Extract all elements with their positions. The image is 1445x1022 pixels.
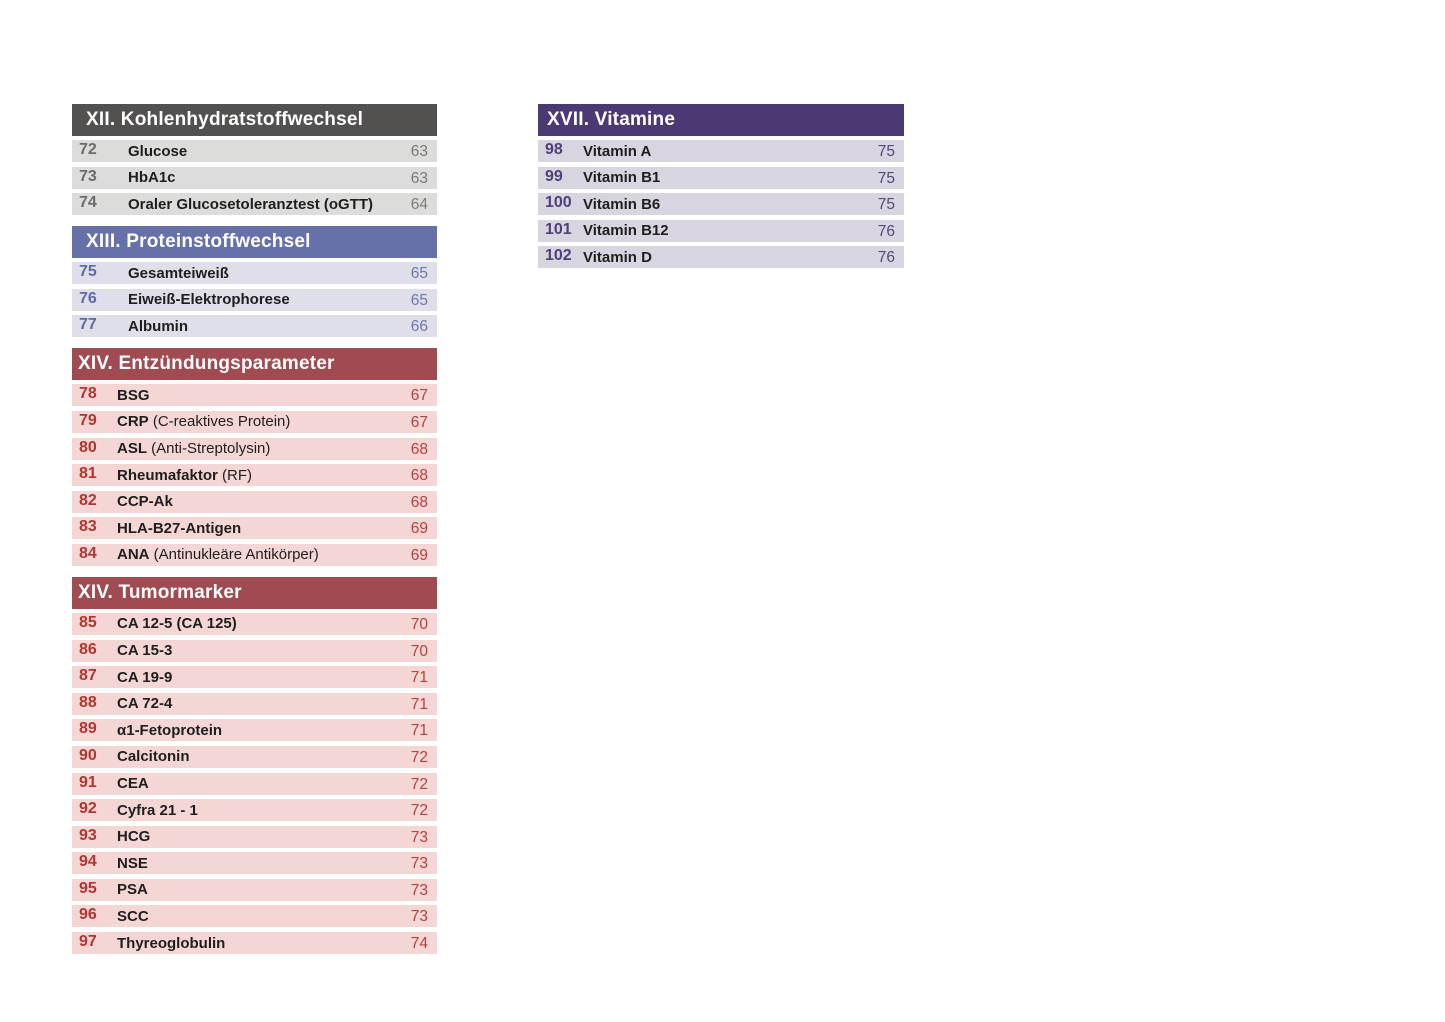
entry-page: 72 xyxy=(410,748,428,766)
entry-label: HbA1c xyxy=(128,169,176,187)
toc-entry[interactable] xyxy=(72,640,437,662)
entry-label: ASL (Anti-Streptolysin) xyxy=(117,440,271,458)
entry-label: Glucose xyxy=(128,142,188,160)
toc-column-left xyxy=(72,104,437,965)
entry-label: Rheumafaktor (RF) xyxy=(117,466,253,484)
entry-page: 63 xyxy=(410,143,428,160)
entry-number: 84 xyxy=(79,544,97,562)
toc-entry[interactable] xyxy=(72,167,437,189)
entry-label: Vitamin B1 xyxy=(583,169,661,187)
entry-page: 76 xyxy=(877,222,895,240)
entry-page: 75 xyxy=(877,196,895,214)
entry-page: 63 xyxy=(410,169,428,187)
entry-page: 67 xyxy=(410,413,428,431)
section-header xyxy=(72,348,437,380)
entry-number: 85 xyxy=(79,613,97,631)
entry-page: 72 xyxy=(410,775,428,793)
entry-page: 65 xyxy=(410,291,428,309)
toc-entry[interactable] xyxy=(538,220,904,242)
entry-label: Vitamin A xyxy=(583,142,652,160)
entry-number: 86 xyxy=(79,640,97,658)
entry-label: Vitamin B6 xyxy=(583,195,661,213)
toc-entry[interactable] xyxy=(72,384,437,406)
toc-entry[interactable] xyxy=(538,246,904,268)
entry-number: 94 xyxy=(79,853,97,871)
entry-page: 75 xyxy=(877,143,895,160)
toc-entry[interactable] xyxy=(72,799,437,821)
toc-entry[interactable] xyxy=(72,544,437,566)
toc-entry[interactable] xyxy=(538,193,904,215)
toc-entry[interactable] xyxy=(72,411,437,433)
toc-entry[interactable] xyxy=(72,746,437,768)
toc-entry[interactable] xyxy=(72,826,437,848)
section-header xyxy=(72,104,437,136)
entry-number: 92 xyxy=(79,800,97,818)
toc-entry[interactable] xyxy=(72,315,437,337)
entry-number: 96 xyxy=(79,906,97,924)
section-header xyxy=(72,577,437,609)
entry-label: CCP-Ak xyxy=(117,493,173,511)
entry-number: 87 xyxy=(79,667,97,685)
section-title: XIV. Entzündungsparameter xyxy=(78,353,335,375)
toc-entry[interactable] xyxy=(72,491,437,513)
entry-label: CA 19-9 xyxy=(117,668,173,686)
toc-column-right xyxy=(538,104,904,279)
toc-entry[interactable] xyxy=(72,140,437,162)
entry-label: Vitamin D xyxy=(583,248,652,266)
entry-label: CA 12-5 (CA 125) xyxy=(117,615,237,633)
entry-number: 90 xyxy=(79,746,97,764)
entry-number: 76 xyxy=(79,289,97,307)
entry-page: 73 xyxy=(410,855,428,873)
entry-label: CA 15-3 xyxy=(117,642,173,660)
entry-page: 69 xyxy=(410,520,428,538)
entry-number: 97 xyxy=(79,933,97,951)
entry-number: 72 xyxy=(79,141,97,158)
entry-page: 73 xyxy=(410,881,428,899)
entry-page: 71 xyxy=(410,722,428,740)
entry-page: 74 xyxy=(410,935,428,953)
entry-number: 93 xyxy=(79,826,97,844)
section-kohlenhydratstoffwechsel xyxy=(72,104,437,215)
entry-page: 64 xyxy=(410,196,428,214)
toc-entry[interactable] xyxy=(538,167,904,189)
entry-label: Cyfra 21 - 1 xyxy=(117,801,198,819)
entry-number: 81 xyxy=(79,465,97,483)
toc-entry[interactable] xyxy=(72,613,437,635)
entry-label: PSA xyxy=(117,881,148,899)
entry-label: Vitamin B12 xyxy=(583,222,669,240)
entry-number: 79 xyxy=(79,411,97,429)
entry-page: 68 xyxy=(410,493,428,511)
entry-page: 69 xyxy=(410,546,428,564)
entry-page: 71 xyxy=(410,695,428,713)
entry-label: Thyreoglobulin xyxy=(117,934,226,952)
toc-entry[interactable] xyxy=(72,905,437,927)
entry-label: HLA-B27-Antigen xyxy=(117,519,242,537)
entry-page: 73 xyxy=(410,908,428,926)
section-header xyxy=(72,226,437,258)
entry-label: HCG xyxy=(117,828,151,846)
entry-page: 70 xyxy=(410,642,428,660)
section-proteinstoffwechsel xyxy=(72,226,437,337)
toc-entry[interactable] xyxy=(72,773,437,795)
entry-number: 99 xyxy=(545,167,563,185)
entry-number: 73 xyxy=(79,167,97,185)
entry-label: Gesamteiweiß xyxy=(128,264,229,282)
toc-entry[interactable] xyxy=(72,289,437,311)
section-header xyxy=(538,104,904,136)
entry-label: Albumin xyxy=(128,317,188,335)
entry-number: 75 xyxy=(79,263,97,281)
entry-number: 78 xyxy=(79,385,97,403)
entry-label: BSG xyxy=(117,386,150,404)
entry-label: CRP (C-reaktives Protein) xyxy=(117,413,291,431)
entry-number: 95 xyxy=(79,879,97,897)
section-tumormarker xyxy=(72,577,437,954)
entry-label: Eiweiß-Elektrophorese xyxy=(128,291,290,309)
entry-label: CEA xyxy=(117,775,149,792)
entry-page: 70 xyxy=(410,615,428,633)
entry-number: 91 xyxy=(79,773,97,791)
section-title: XVII. Vitamine xyxy=(547,109,676,130)
entry-label: CA 72-4 xyxy=(117,695,173,713)
entry-page: 75 xyxy=(877,169,895,187)
toc-entry[interactable] xyxy=(72,517,437,539)
entry-label: α1-Fetoprotein xyxy=(117,721,223,739)
toc-entry[interactable] xyxy=(72,666,437,688)
entry-number: 74 xyxy=(79,194,97,212)
entry-label: NSE xyxy=(117,854,148,872)
entry-number: 102 xyxy=(545,247,572,265)
section-title: XII. Kohlenhydratstoffwechsel xyxy=(86,109,364,130)
toc-entry[interactable] xyxy=(72,693,437,715)
entry-page: 68 xyxy=(410,440,428,458)
toc-entry[interactable] xyxy=(72,719,437,741)
toc-entry[interactable] xyxy=(72,262,437,284)
toc-entry[interactable] xyxy=(72,438,437,460)
entry-page: 76 xyxy=(877,249,895,267)
entry-page: 68 xyxy=(410,467,428,485)
entry-label: Calcitonin xyxy=(117,748,190,766)
section-vitamine xyxy=(538,104,904,268)
section-title: XIII. Proteinstoffwechsel xyxy=(86,231,311,253)
entry-page: 66 xyxy=(410,318,428,336)
entry-number: 100 xyxy=(545,194,572,212)
entry-page: 73 xyxy=(410,828,428,846)
entry-number: 83 xyxy=(79,518,97,536)
entry-number: 80 xyxy=(79,438,97,456)
entry-number: 101 xyxy=(545,220,572,238)
toc-entry[interactable] xyxy=(538,140,904,162)
toc-entry[interactable] xyxy=(72,852,437,874)
entry-page: 65 xyxy=(410,265,428,283)
entry-number: 82 xyxy=(79,491,97,509)
toc-entry[interactable] xyxy=(72,879,437,901)
entry-label: ANA (Antinukleäre Antikörper) xyxy=(117,546,319,564)
section-entzuendungsparameter xyxy=(72,348,437,566)
entry-number: 88 xyxy=(79,693,97,711)
entry-number: 77 xyxy=(79,316,97,334)
entry-page: 71 xyxy=(410,669,428,687)
entry-number: 89 xyxy=(79,720,97,738)
entry-page: 67 xyxy=(410,387,428,405)
toc-entry[interactable] xyxy=(72,193,437,215)
toc-entry[interactable] xyxy=(72,932,437,954)
section-title: XIV. Tumormarker xyxy=(78,581,242,603)
entry-label: Oraler Glucosetoleranztest (oGTT) xyxy=(128,195,374,213)
entry-number: 98 xyxy=(545,141,563,158)
entry-label: SCC xyxy=(117,907,149,925)
toc-entry[interactable] xyxy=(72,464,437,486)
entry-page: 72 xyxy=(410,802,428,820)
